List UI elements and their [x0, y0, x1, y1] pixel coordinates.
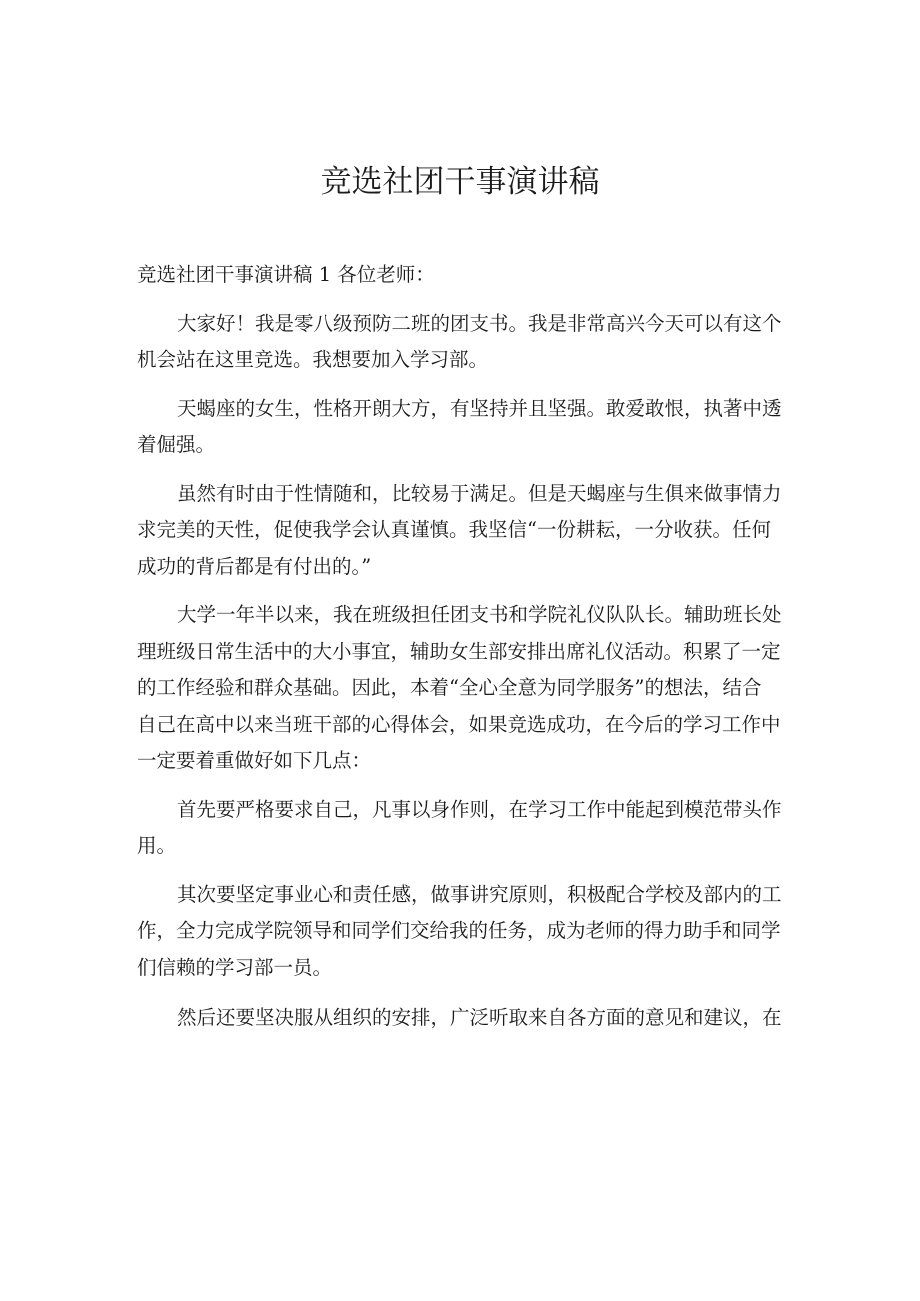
paragraph-line: 大学一年半以来，我在班级担任团支书和学院礼仪队队长。辅助班长处	[177, 603, 782, 626]
paragraph-line: 自己在高中以来当班干部的心得体会，如果竞选成功，在今后的学习工作中	[137, 712, 781, 736]
document-title: 竞选社团干事演讲稿	[320, 164, 600, 200]
paragraph-line: 求完美的天性，促使我学会认真谨慎。我坚信“一份耕耘，一分收获。任何	[137, 518, 771, 541]
paragraph-line: 用。	[137, 834, 177, 857]
paragraph-line: 作，全力完成学院领导和同学们交给我的任务，成为老师的得力助手和同学	[137, 919, 781, 942]
paragraph-line: 机会站在这里竞选。我想要加入学习部。	[137, 348, 489, 371]
paragraph-4	[137, 597, 793, 780]
paragraph-1	[137, 306, 793, 379]
paragraph-5	[137, 792, 793, 865]
paragraph-line: 虽然有时由于性情随和，比较易于满足。但是天蝎座与生俱来做事情力	[177, 481, 782, 505]
paragraph-line: 然后还要坚决服从组织的安排，广泛听取来自各方面的意见和建议，在	[177, 1006, 782, 1029]
paragraph-line: 成功的背后都是有付出的。”	[137, 554, 372, 578]
document-body	[137, 257, 793, 1037]
paragraph-3	[137, 476, 793, 586]
paragraph-line: 其次要坚定事业心和责任感，做事讲究原则，积极配合学校及部内的工	[177, 882, 782, 906]
paragraph-7	[137, 1000, 793, 1037]
paragraph-6	[137, 877, 793, 987]
heading-line: 竞选社团干事演讲稿 1 各位老师：	[137, 263, 435, 286]
paragraph-line: 理班级日常生活中的大小事宜，辅助女生部安排出席礼仪活动。积累了一定	[137, 639, 781, 663]
paragraph-line: 大家好！我是零八级预防二班的团支书。我是非常高兴今天可以有这个	[177, 311, 782, 335]
paragraph-2	[137, 391, 793, 464]
paragraph-line: 们信赖的学习部一员。	[137, 955, 333, 979]
paragraph-line: 的工作经验和群众基础。因此，本着“全心全意为同学服务”的想法，结合	[137, 676, 762, 699]
paragraph-line: 着倔强。	[137, 433, 216, 456]
paragraph-line: 天蝎座的女生，性格开朗大方，有坚持并且坚强。敢爱敢恨，执著中透	[177, 396, 782, 420]
paragraph-line: 一定要着重做好如下几点：	[137, 749, 372, 772]
paragraph-line: 首先要严格要求自己，凡事以身作则，在学习工作中能起到模范带头作	[177, 797, 782, 821]
